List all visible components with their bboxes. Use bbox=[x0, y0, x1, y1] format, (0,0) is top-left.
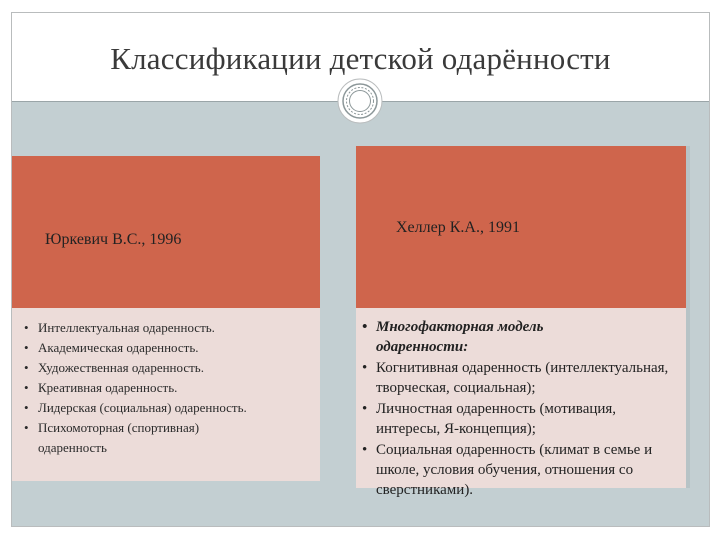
list-item: • Интеллектуальная одаренность. bbox=[24, 318, 268, 338]
right-box-shadow bbox=[686, 146, 690, 488]
list-item: • Личностная одаренность (мотивация, интересы, Я-концепция); bbox=[362, 399, 682, 439]
right-box-list bbox=[362, 317, 682, 501]
list-item: • Лидерская (социальная) одаренность. bbox=[24, 398, 268, 418]
list-item: • Академическая одаренность. bbox=[24, 338, 268, 358]
circle-ornament-icon bbox=[337, 78, 383, 124]
list-item: • Многофакторная модель одаренности: bbox=[362, 317, 606, 357]
left-box-header-label: Юркевич В.С., 1996 bbox=[45, 231, 182, 248]
list-item: • Художественная одаренность. bbox=[24, 358, 268, 378]
list-item: • Социальная одаренность (климат в семье и школе, условия обучения, отношения со сверстниками). bbox=[362, 440, 676, 500]
right-box-header-label: Хеллер К.А., 1991 bbox=[396, 219, 520, 236]
list-item: • Креативная одаренность. bbox=[24, 378, 268, 398]
slide-title: Классификации детской одарённости bbox=[110, 41, 611, 76]
list-item: • Когнитивная одаренность (интеллектуальная, творческая, социальная); bbox=[362, 358, 682, 398]
list-item: • Психомоторная (спортивная) одаренность bbox=[24, 418, 268, 458]
left-box-list bbox=[24, 318, 268, 458]
